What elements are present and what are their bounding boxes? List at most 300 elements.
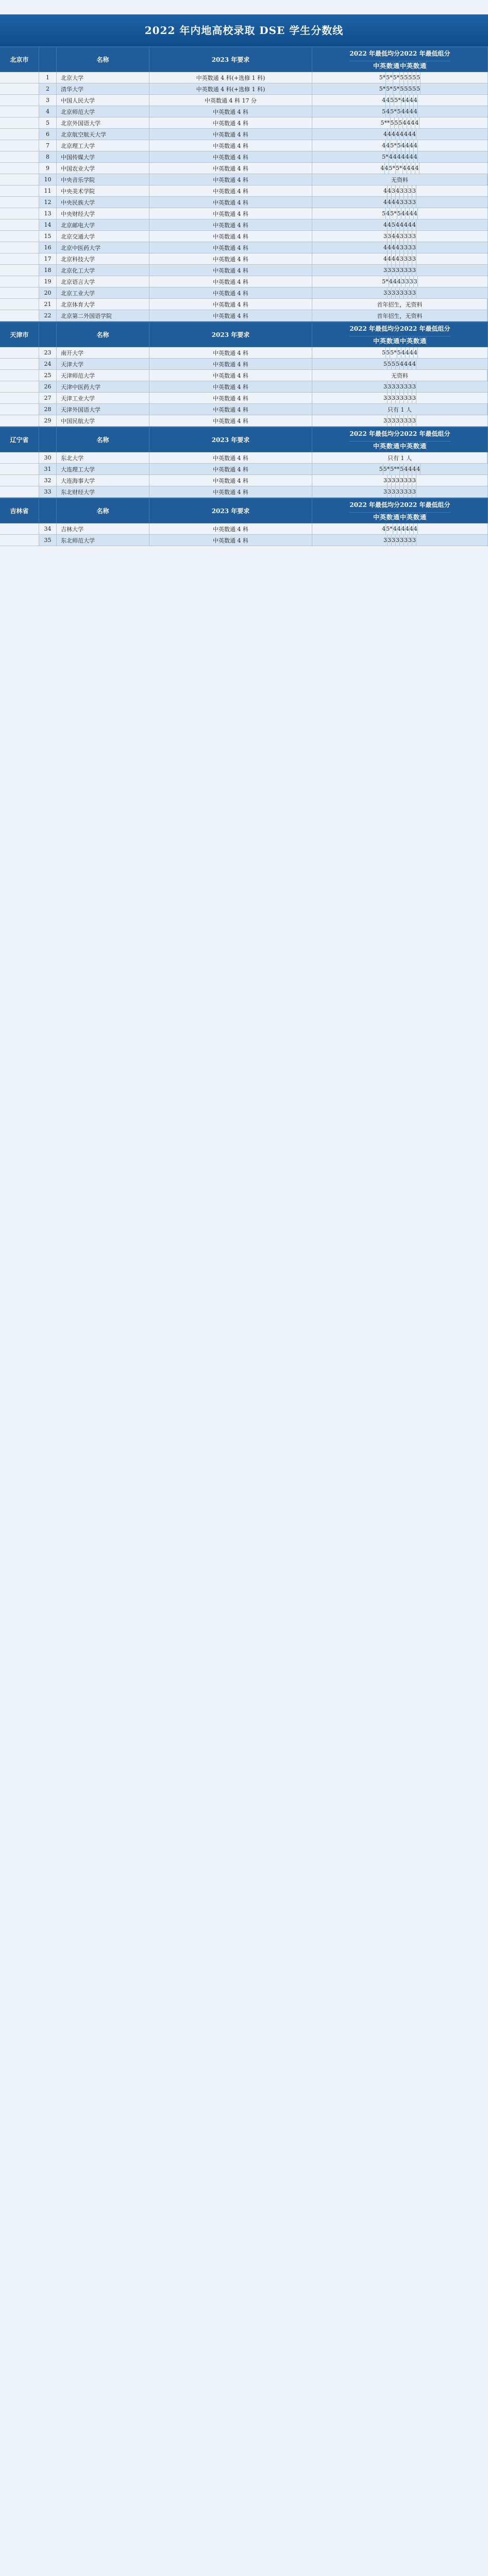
university-name: 北京航空航天大学	[57, 129, 149, 140]
score-value: 4	[393, 523, 397, 534]
table-row	[0, 242, 488, 253]
province-label: 辽宁省	[0, 428, 39, 452]
score-header	[312, 323, 488, 347]
score-value: 3	[404, 265, 408, 276]
province-cell	[0, 95, 39, 106]
subject-label: 通	[393, 62, 399, 70]
requirement-cell: 中英数通 4 科 17 分	[149, 95, 312, 106]
table-row	[0, 486, 488, 498]
score-cells	[312, 535, 488, 546]
score-value: 4	[393, 276, 397, 287]
province-cell	[0, 197, 39, 208]
score-value: 3	[383, 265, 388, 276]
score-value: 4	[389, 276, 393, 287]
score-value: 3	[392, 393, 396, 403]
university-name: 天津工业大学	[57, 393, 149, 404]
score-value: 3	[383, 475, 388, 486]
subject-label: 中	[400, 443, 407, 450]
score-value: 4	[401, 347, 406, 358]
subject-label: 中	[373, 443, 379, 450]
score-value: 3	[396, 265, 400, 276]
score-value: 4	[401, 523, 406, 534]
requirement-header: 2023 年要求	[149, 323, 312, 347]
score-value: 5*	[389, 163, 396, 174]
score-value: 4	[386, 140, 390, 151]
score-value: 3	[400, 475, 404, 486]
score-value: 4	[410, 523, 414, 534]
section-header	[0, 323, 488, 347]
score-value: 5	[400, 83, 404, 94]
subject-label: 中	[400, 337, 407, 345]
score-value: 3	[400, 231, 404, 242]
score-value: 3	[414, 276, 418, 287]
score-value: 3	[392, 535, 396, 546]
score-value: 4	[386, 106, 390, 117]
score-value: 3	[383, 535, 388, 546]
score-value: 3	[383, 393, 388, 403]
score-value: 4	[412, 464, 416, 474]
score-cells	[312, 523, 488, 535]
subject-label: 数	[413, 337, 420, 345]
avg-score-header: 2022 年最低均分	[349, 430, 400, 438]
row-number: 26	[39, 381, 57, 393]
subject-label: 数	[386, 62, 393, 70]
score-value: 3	[388, 265, 392, 276]
subject-label: 数	[386, 514, 393, 521]
score-value: 4	[408, 464, 412, 474]
score-value: 3	[400, 415, 404, 426]
province-cell	[0, 415, 39, 427]
score-value: 5*	[393, 83, 400, 94]
score-value: 4	[392, 242, 396, 253]
index-header	[39, 499, 57, 523]
score-value: 3	[412, 185, 416, 196]
row-number: 20	[39, 287, 57, 299]
university-name: 北京语言大学	[57, 276, 149, 287]
avg-score-header: 2022 年最低均分	[349, 50, 400, 58]
score-value: 3	[400, 253, 404, 264]
score-value: 3	[404, 415, 408, 426]
score-value: 4	[401, 95, 406, 106]
score-value: 3	[392, 486, 396, 497]
table-row	[0, 106, 488, 117]
score-value: 3	[412, 381, 416, 392]
score-value: 3	[392, 265, 396, 276]
score-value: 4	[416, 464, 420, 474]
row-number: 12	[39, 197, 57, 208]
score-value: 4	[406, 523, 410, 534]
score-value: 4	[392, 129, 396, 140]
university-name: 北京体育大学	[57, 299, 149, 310]
score-value: 4	[403, 117, 407, 128]
province-cell	[0, 208, 39, 219]
table-row	[0, 287, 488, 299]
table-row	[0, 151, 488, 163]
score-value: 4	[410, 106, 414, 117]
requirement-cell: 中英数通 4 科	[149, 163, 312, 174]
score-cells	[312, 140, 488, 151]
province-cell	[0, 265, 39, 276]
min-score-header: 2022 年最低组分	[400, 501, 450, 509]
province-cell	[0, 117, 39, 129]
university-name: 中国人民大学	[57, 95, 149, 106]
table-row	[0, 299, 488, 310]
province-cell	[0, 310, 39, 321]
score-value: 4	[412, 219, 416, 230]
university-name: 中央民族大学	[57, 197, 149, 208]
requirement-cell: 中英数通 4 科	[149, 219, 312, 231]
score-value: 3	[388, 415, 392, 426]
subject-label: 数	[386, 337, 393, 345]
score-value: 3	[388, 231, 392, 242]
score-value: 5	[382, 347, 386, 358]
requirement-cell: 中英数通 4 科(+选修 1 科)	[149, 72, 312, 83]
score-header	[312, 499, 488, 523]
row-number: 7	[39, 140, 57, 151]
score-value: 3	[412, 475, 416, 486]
row-number: 24	[39, 359, 57, 370]
score-value: 4	[414, 347, 418, 358]
score-value: 4	[392, 231, 396, 242]
score-value: 4	[414, 151, 418, 162]
province-cell	[0, 151, 39, 163]
table-row	[0, 95, 488, 106]
province-section	[0, 498, 488, 546]
score-value: 4	[388, 197, 392, 208]
requirement-cell: 中英数通 4 科	[149, 253, 312, 265]
score-value: 3	[404, 231, 408, 242]
score-value: 5*	[382, 151, 389, 162]
score-cells	[312, 185, 488, 197]
score-cells	[312, 95, 488, 106]
name-header: 名称	[57, 428, 149, 452]
score-value: 4	[406, 106, 410, 117]
score-value: 4	[412, 129, 416, 140]
score-value: 3	[383, 415, 388, 426]
name-header: 名称	[57, 499, 149, 523]
score-value: 5	[416, 83, 420, 94]
score-value: 5	[382, 106, 386, 117]
score-value: 4	[414, 95, 418, 106]
table-row	[0, 347, 488, 359]
score-value: 3	[400, 287, 404, 298]
score-value: 4	[415, 117, 419, 128]
row-number: 13	[39, 208, 57, 219]
university-name: 北京交通大学	[57, 231, 149, 242]
table-row	[0, 415, 488, 427]
row-number: 30	[39, 452, 57, 464]
score-value: 4	[401, 151, 406, 162]
score-cells	[312, 265, 488, 276]
row-number: 4	[39, 106, 57, 117]
score-value: 5*	[386, 83, 393, 94]
table-row	[0, 253, 488, 265]
row-number: 6	[39, 129, 57, 140]
score-value: 4	[410, 208, 414, 219]
row-number: 21	[39, 299, 57, 310]
score-cells	[312, 163, 488, 174]
subject-label: 数	[413, 62, 420, 70]
score-cells	[312, 242, 488, 253]
score-value: 3	[408, 535, 412, 546]
row-number: 25	[39, 370, 57, 381]
row-number: 11	[39, 185, 57, 197]
university-name: 北京师范大学	[57, 106, 149, 117]
score-value: 4	[414, 523, 418, 534]
section-header	[0, 499, 488, 523]
score-value: 4	[397, 523, 401, 534]
university-name: 中央美术学院	[57, 185, 149, 197]
table-row	[0, 197, 488, 208]
score-value: 5*	[382, 276, 389, 287]
score-value: 4	[403, 163, 407, 174]
score-value: 5	[392, 219, 396, 230]
subject-label: 中	[373, 514, 379, 521]
score-value: 4	[400, 359, 404, 369]
requirement-cell: 中英数通 4 科	[149, 265, 312, 276]
requirement-cell: 中英数通 4 科	[149, 197, 312, 208]
score-value: 4	[388, 129, 392, 140]
university-name: 北京理工大学	[57, 140, 149, 151]
table-row	[0, 174, 488, 185]
requirement-cell: 中英数通 4 科	[149, 381, 312, 393]
score-value: 5	[383, 359, 388, 369]
score-value: 4	[406, 95, 410, 106]
score-value: 5	[391, 117, 395, 128]
province-cell	[0, 523, 39, 535]
score-value: 4	[396, 129, 400, 140]
score-value: 4	[383, 242, 388, 253]
score-cells	[312, 404, 488, 415]
university-name: 中央财经大学	[57, 208, 149, 219]
score-value: 5*	[394, 95, 401, 106]
requirement-cell: 中英数通 4 科	[149, 347, 312, 359]
score-value: 4	[385, 163, 389, 174]
score-value: 4	[381, 163, 385, 174]
score-value: 3	[392, 475, 396, 486]
score-value: 3	[408, 231, 412, 242]
score-value: 4	[383, 253, 388, 264]
score-value: 3	[404, 381, 408, 392]
province-section	[0, 427, 488, 498]
row-number: 32	[39, 475, 57, 486]
university-name: 东北大学	[57, 452, 149, 464]
score-value: 3	[412, 265, 416, 276]
score-value: 5*	[386, 523, 393, 534]
score-value: 3	[408, 287, 412, 298]
score-value: 5	[396, 359, 400, 369]
university-name: 天津中医药大学	[57, 381, 149, 393]
score-value: 5	[412, 83, 416, 94]
avg-score-header: 2022 年最低均分	[349, 325, 400, 333]
score-value: 5	[397, 347, 401, 358]
score-value: 5	[397, 140, 401, 151]
score-value: 4	[386, 95, 390, 106]
subject-label: 英	[407, 337, 413, 345]
score-value: 5*	[390, 140, 397, 151]
note-cell: 只有 1 人	[312, 452, 487, 463]
subject-label: 通	[393, 514, 399, 521]
province-cell	[0, 219, 39, 231]
university-name: 天津大学	[57, 359, 149, 370]
requirement-cell: 中英数通 4 科	[149, 404, 312, 415]
score-value: 5*	[396, 163, 403, 174]
university-name: 大连理工大学	[57, 464, 149, 475]
province-label: 天津市	[0, 323, 39, 347]
score-value: 4	[401, 208, 406, 219]
score-value: 3	[412, 253, 416, 264]
score-cells	[312, 347, 488, 359]
score-value: 3	[388, 535, 392, 546]
university-name: 北京外国语大学	[57, 117, 149, 129]
subject-label: 数	[413, 514, 420, 521]
table-row	[0, 404, 488, 415]
score-value: 4	[408, 219, 412, 230]
score-value: 4	[396, 253, 400, 264]
requirement-cell: 中英数通 4 科	[149, 231, 312, 242]
score-value: 4	[406, 347, 410, 358]
table-row	[0, 163, 488, 174]
table-row	[0, 381, 488, 393]
score-value: 3	[388, 475, 392, 486]
score-cells	[312, 464, 488, 475]
score-value: 4	[414, 208, 418, 219]
table-row	[0, 276, 488, 287]
score-value: 3	[408, 253, 412, 264]
row-number: 19	[39, 276, 57, 287]
subject-label: 通	[393, 443, 399, 450]
university-name: 中国传媒大学	[57, 151, 149, 163]
score-value: 3	[404, 475, 408, 486]
subject-label: 通	[420, 514, 427, 521]
score-value: 5	[397, 106, 401, 117]
row-number: 10	[39, 174, 57, 185]
row-number: 5	[39, 117, 57, 129]
score-value: 3	[400, 381, 404, 392]
score-value: 3	[383, 486, 388, 497]
score-value: 4	[404, 359, 408, 369]
university-name: 吉林大学	[57, 523, 149, 535]
score-value: 4	[388, 242, 392, 253]
score-value: 3	[408, 475, 412, 486]
subject-label: 英	[407, 443, 413, 450]
subject-label: 通	[393, 337, 399, 345]
score-value: 5	[408, 72, 412, 83]
row-number: 15	[39, 231, 57, 242]
section-header	[0, 47, 488, 72]
score-value: 5	[388, 359, 392, 369]
score-value: 5*	[383, 464, 391, 474]
score-cells	[312, 253, 488, 265]
score-value: 3	[406, 276, 410, 287]
province-section	[0, 46, 488, 321]
score-value: 4	[397, 276, 401, 287]
score-value: 4	[411, 117, 415, 128]
requirement-cell: 中英数通 4 科	[149, 370, 312, 381]
score-value: 5*	[386, 72, 393, 83]
table-row	[0, 475, 488, 486]
score-value: 3	[404, 287, 408, 298]
province-cell	[0, 276, 39, 287]
score-value: 3	[383, 381, 388, 392]
table-row	[0, 370, 488, 381]
table-row	[0, 129, 488, 140]
row-number: 29	[39, 415, 57, 427]
table-row	[0, 265, 488, 276]
score-value: 3	[392, 415, 396, 426]
requirement-cell: 中英数通 4 科	[149, 151, 312, 163]
requirement-cell: 中英数通 4 科	[149, 208, 312, 219]
score-value: 3	[408, 185, 412, 196]
requirement-cell: 中英数通 4 科	[149, 276, 312, 287]
requirement-cell: 中英数通 4 科	[149, 535, 312, 546]
score-value: 4	[392, 253, 396, 264]
score-value: 5*	[379, 83, 386, 94]
score-value: 4	[401, 106, 406, 117]
requirement-header: 2023 年要求	[149, 499, 312, 523]
score-value: 3	[400, 197, 404, 208]
score-cells	[312, 129, 488, 140]
page-title: 2022 年内地高校录取 DSE 学生分数线	[0, 14, 488, 46]
score-value: 3	[404, 535, 408, 546]
score-cells	[312, 287, 488, 299]
subject-label: 英	[379, 337, 386, 345]
university-name: 北京科技大学	[57, 253, 149, 265]
score-value: 5	[386, 347, 390, 358]
row-number: 31	[39, 464, 57, 475]
score-value: 5	[404, 83, 408, 94]
subject-label: 通	[420, 62, 427, 70]
subject-label: 数	[386, 443, 393, 450]
subject-header	[349, 336, 450, 345]
row-number: 28	[39, 404, 57, 415]
score-value: 4	[407, 163, 411, 174]
score-value: 3	[412, 393, 416, 403]
row-number: 8	[39, 151, 57, 163]
score-value: 3	[396, 535, 400, 546]
score-value: 3	[396, 486, 400, 497]
province-label: 吉林省	[0, 499, 39, 523]
score-value: 4	[408, 359, 412, 369]
subject-label: 英	[379, 62, 386, 70]
score-value: 4	[406, 151, 410, 162]
score-value: 5*	[390, 106, 397, 117]
score-value: 3	[412, 197, 416, 208]
table-row	[0, 464, 488, 475]
province-cell	[0, 83, 39, 95]
note-cell: 无资料	[312, 370, 487, 381]
score-value: 3	[412, 415, 416, 426]
table-row	[0, 185, 488, 197]
subject-label: 中	[373, 62, 379, 70]
university-name: 北京中医药大学	[57, 242, 149, 253]
province-cell	[0, 404, 39, 415]
score-value: 4	[415, 163, 419, 174]
score-header	[312, 428, 488, 452]
row-number: 18	[39, 265, 57, 276]
subject-label: 数	[413, 443, 420, 450]
score-header	[312, 47, 488, 72]
subject-label: 英	[407, 62, 413, 70]
row-number: 3	[39, 95, 57, 106]
score-value: 3	[400, 265, 404, 276]
table-row	[0, 535, 488, 546]
subject-label: 中	[373, 337, 379, 345]
subject-label: 中	[400, 514, 407, 521]
score-value: 4	[396, 242, 400, 253]
requirement-cell: 中英数通 4 科(+选修 1 科)	[149, 83, 312, 95]
university-name: 大连海事大学	[57, 475, 149, 486]
